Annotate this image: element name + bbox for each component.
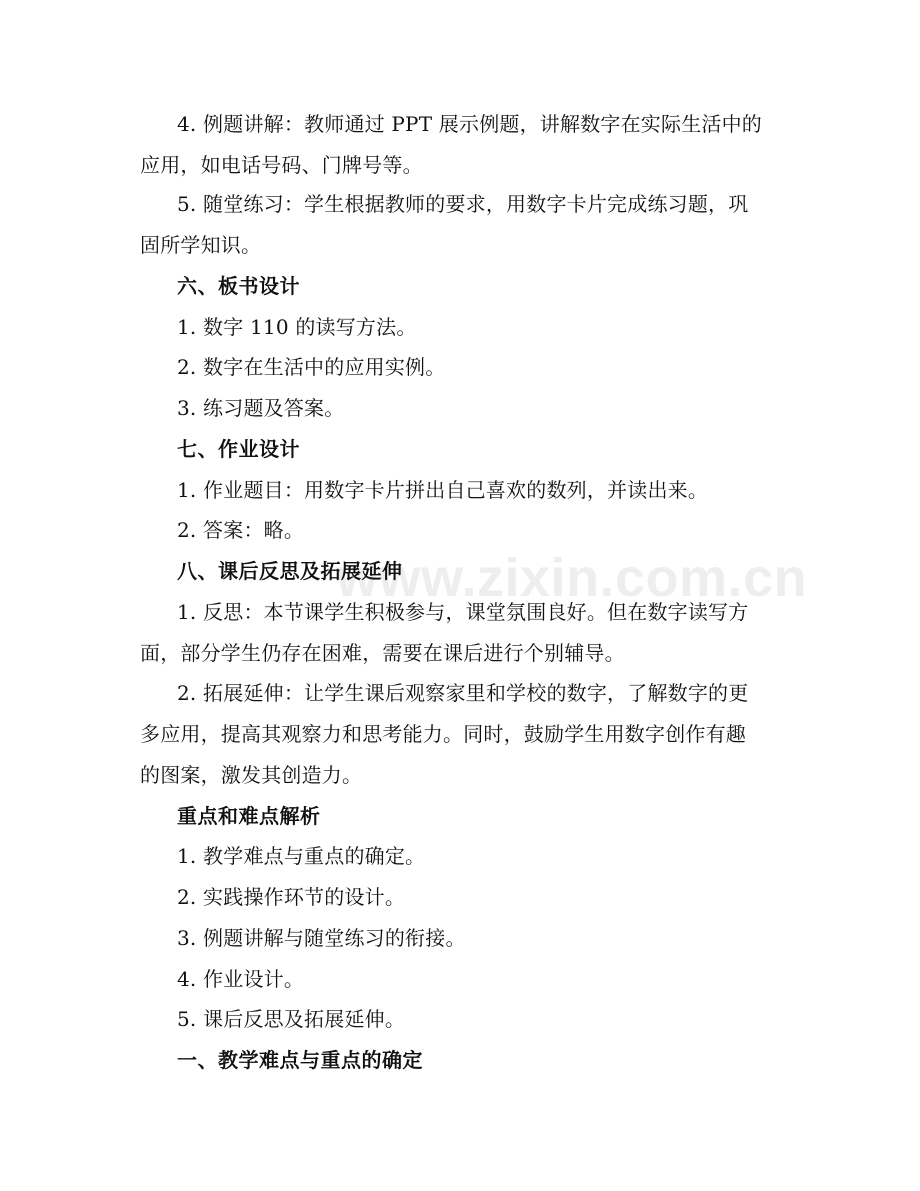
section-heading: 重点和难点解析 bbox=[177, 804, 321, 828]
paragraph-line: 5. 随堂练习：学生根据教师的要求，用数字卡片完成练习题，巩 bbox=[177, 192, 749, 216]
list-item: 3. 例题讲解与随堂练习的衔接。 bbox=[177, 926, 466, 950]
list-item: 5. 课后反思及拓展延伸。 bbox=[177, 1007, 406, 1031]
list-item: 2. 数字在生活中的应用实例。 bbox=[177, 355, 446, 379]
section-heading: 七、作业设计 bbox=[177, 437, 300, 461]
list-item: 2. 答案：略。 bbox=[177, 518, 305, 542]
paragraph-line: 应用，如电话号码、门牌号等。 bbox=[140, 153, 423, 177]
section-heading: 八、课后反思及拓展延伸 bbox=[177, 559, 403, 583]
paragraph-line: 多应用，提高其观察力和思考能力。同时，鼓励学生用数字创作有趣 bbox=[140, 722, 746, 746]
section-heading: 六、板书设计 bbox=[177, 274, 300, 298]
list-item: 1. 数字 110 的读写方法。 bbox=[177, 315, 417, 339]
list-item: 1. 作业题目：用数字卡片拼出自己喜欢的数列，并读出来。 bbox=[177, 478, 709, 502]
paragraph-line: 固所学知识。 bbox=[140, 233, 262, 257]
section-heading: 一、教学难点与重点的确定 bbox=[177, 1048, 423, 1072]
list-item: 1. 教学难点与重点的确定。 bbox=[177, 844, 426, 868]
paragraph-line: 2. 拓展延伸：让学生课后观察家里和学校的数字，了解数字的更 bbox=[177, 681, 749, 705]
paragraph-line: 4. 例题讲解：教师通过 PPT 展示例题，讲解数字在实际生活中的 bbox=[177, 112, 763, 136]
watermark-logo: www.zixin.com.cn bbox=[336, 548, 808, 608]
paragraph-line: 1. 反思：本节课学生积极参与，课堂氛围良好。但在数字读写方 bbox=[177, 600, 749, 624]
list-item: 4. 作业设计。 bbox=[177, 967, 305, 991]
paragraph-line: 的图案，激发其创造力。 bbox=[140, 763, 363, 787]
list-item: 3. 练习题及答案。 bbox=[177, 396, 345, 420]
list-item: 2. 实践操作环节的设计。 bbox=[177, 885, 406, 909]
paragraph-line: 面，部分学生仍存在困难，需要在课后进行个别辅导。 bbox=[140, 641, 625, 665]
